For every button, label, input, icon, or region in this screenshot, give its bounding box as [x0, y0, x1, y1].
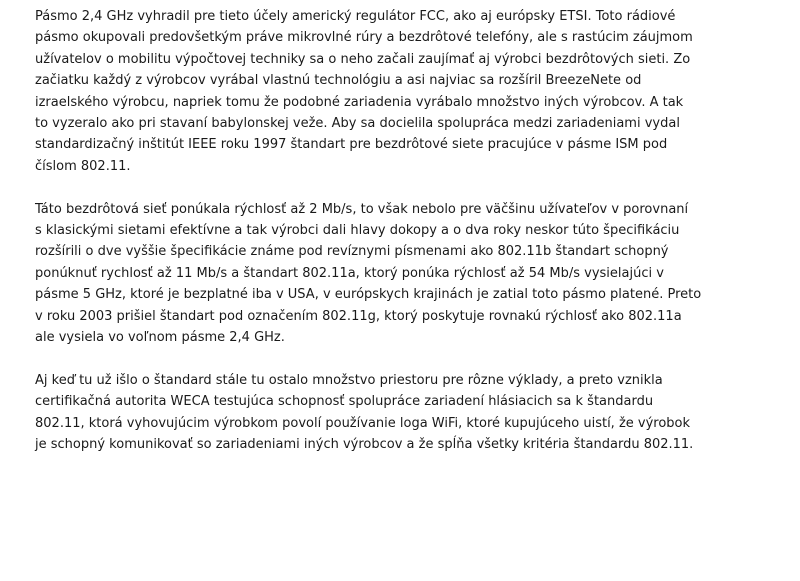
- text-line: s klasickými sietami efektívne a tak výrobci dali hlavy dokopy a o dva roky neskor túto špecifikáciu: [35, 223, 680, 239]
- text-line: 802.11, ktorá vyhovujúcim výrobkom povolí používanie loga WiFi, ktoré kupujúceho uistí, že výrobok: [35, 415, 691, 431]
- document-body: [35, 6, 757, 477]
- text-line: izraelského výrobcu, napriek tomu že podobné zariadenia vyrábalo množstvo iných výrobcov. A tak: [35, 94, 684, 110]
- text-line: certifikačná autorita WECA testujúca schopnosť spolupráce zariadení hlásiacich sa k štandardu: [35, 394, 654, 410]
- paragraph-1: [35, 6, 757, 177]
- text-line: rozšírili o dve vyššie špecifikácie známe pod revíznymi písmenami ako 802.11b štandart schopný: [35, 244, 669, 260]
- text-line: pásmo okupovali predovšetkým práve mikrovlné rúry a bezdrôtové telefóny, ale s rastúcim záujmom: [35, 30, 693, 46]
- text-line: pásme 5 GHz, ktoré je bezplatné iba v USA, v európskych krajinách je zatial toto pásmo platené. Preto: [35, 287, 702, 303]
- text-line: to vyzeralo ako pri stavaní babylonskej veže. Aby sa docielila spolupráca medzi zariadeniami vydal: [35, 116, 680, 132]
- text-line: začiatku každý z výrobcov vyrábal vlastnú technológiu a asi najviac sa rozšíril BreezeNete od: [35, 73, 642, 89]
- text-line: standardizačný inštitút IEEE roku 1997 štandart pre bezdrôtové siete pracujúce v pásme ISM pod: [35, 137, 668, 153]
- text-line: ale vysiela vo voľnom pásme 2,4 GHz.: [35, 330, 285, 346]
- text-line: v roku 2003 prišiel štandart pod označením 802.11g, ktorý poskytuje rovnakú rýchlosť ako 802.11a: [35, 308, 682, 324]
- text-line: Táto bezdrôtová sieť ponúkala rýchlosť až 2 Mb/s, to však nebolo pre väčšinu užívateľov v porovnaní: [35, 201, 689, 217]
- text-line: Pásmo 2,4 GHz vyhradil pre tieto účely americký regulátor FCC, ako aj európsky ETSI. Toto rádiové: [35, 9, 676, 24]
- text-line: Aj keď tu už išlo o štandard stále tu ostalo množstvo priestoru pre rôzne výklady, a preto vznikla: [35, 372, 663, 388]
- paragraph-2: [35, 199, 757, 349]
- text-line: ponúknuť rychlosť až 11 Mb/s a štandart 802.11a, ktorý ponúka rýchlosť až 54 Mb/s vysielajúci v: [35, 265, 664, 281]
- paragraph-3: [35, 370, 757, 456]
- text-line: číslom 802.11.: [35, 158, 131, 174]
- text-line: je schopný komunikovať so zariadeniami iných výrobcov a že spĺňa všetky kritéria štandardu 802.11.: [35, 437, 694, 453]
- text-line: užívatelov o mobilitu výpočtovej techniky sa o neho začali zaujímať aj výrobci bezdrôtových sieti. Zo: [35, 51, 691, 67]
